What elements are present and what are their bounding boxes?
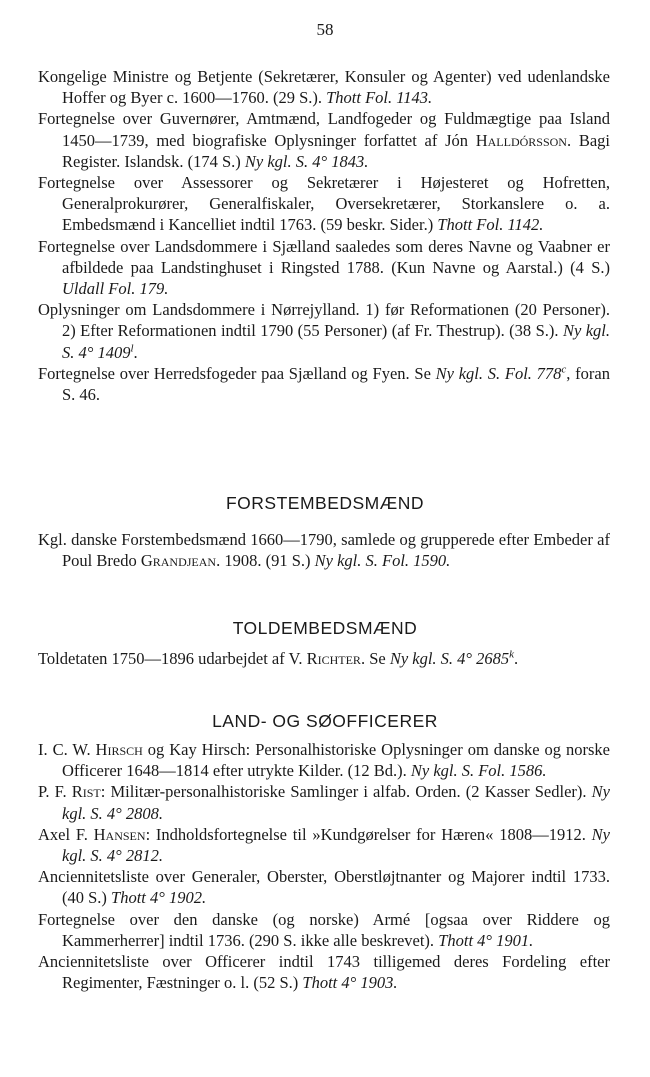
author-name: Halldórsson (475, 130, 567, 150)
entry (38, 866, 610, 908)
entry-text: P. F. (38, 782, 72, 802)
entry (38, 66, 610, 108)
shelfmark: Thott 4° 1902. (111, 888, 207, 908)
entry-text: : Indholdsfortegnelse til »Kundgørelser for Hæren« 1808—1912. (145, 824, 592, 844)
entry-text: . Se (360, 649, 390, 668)
entry (38, 824, 610, 866)
shelfmark: Ny kgl. S. 4° 1409 (62, 321, 610, 362)
section-heading-toldembedsmaend: TOLDEMBEDSMÆND (232, 618, 418, 638)
section-officials (38, 66, 610, 405)
section-forstembedsmaend (38, 529, 610, 571)
entry (38, 236, 610, 300)
shelfmark: Ny kgl. S. Fol. 778 (435, 363, 562, 383)
author-name: Richter (306, 649, 361, 668)
entry-text: Fortegnelse over Guvernører, Amtmænd, Landfogeder og Fuldmægtige paa Island 1450—1739, med biografiske Oplysninger forfattet af Jón (38, 109, 610, 150)
shelfmark: Ny kgl. S. 4° 2685 (389, 649, 510, 668)
entry-text: Fortegnelse over den danske (og norske) Armé [ogsaa over Riddere og Kammerherrer] indtil 1736. (290 S. ikke alle beskrevet). (38, 909, 610, 950)
entry (38, 781, 610, 823)
entry-text: og Kay Hirsch: Personalhistoriske Oplysninger om danske og norske Officerer 1648—1814 efter utrykte Kilder. (12 Bd.). (62, 740, 610, 781)
entry-text: . (514, 649, 519, 668)
shelfmark: Thott 4° 1901. (438, 930, 534, 950)
entry (38, 951, 610, 993)
section-heading-forstembedsmaend: FORSTEMBEDSMÆND (225, 493, 425, 513)
shelfmark: Thott Fol. 1142. (437, 215, 544, 235)
entry-text: Anciennitetsliste over Officerer indtil 1743 tilligemed deres Fordeling efter Regimenter, Fæstninger o. l. (52 S.) (38, 952, 610, 993)
author-name: Hansen (93, 824, 146, 844)
entry-text: . (133, 342, 138, 362)
entry (38, 529, 610, 571)
entry-text: , foran S. 46. (62, 363, 610, 405)
shelfmark: Ny kgl. S. Fol. 1590. (314, 551, 451, 571)
entry (38, 909, 610, 951)
shelfmark: Ny kgl. S. 4° 1843. (244, 151, 369, 171)
entry (38, 172, 610, 236)
entry-text: I. C. W. (38, 740, 96, 759)
section-toldembedsmaend (38, 648, 610, 669)
entry-text: Oplysninger om Landsdommere i Nørrejylland. 1) før Reformationen (20 Personer). 2) Efter Reformationen indtil 1790 (55 Personer) (af Fr. Thestrup). (38 S.). (38, 300, 610, 341)
shelfmark: Ny kgl. S. Fol. 1586. (410, 761, 547, 781)
entry-text: Toldetaten 1750—1896 udarbejdet af V. (38, 649, 307, 668)
superscript: l (130, 342, 134, 355)
section-heading-land-og-soofficerer: LAND- OG SØOFFICERER (212, 711, 438, 731)
entry-text: . Bagi Register. Islandsk. (174 S.) (62, 130, 610, 171)
entry (38, 299, 610, 363)
entry (38, 363, 610, 405)
shelfmark: Thott 4° 1903. (302, 973, 398, 993)
entry (38, 648, 610, 669)
entry-text: Axel F. (38, 824, 94, 844)
entry (38, 108, 610, 172)
entry-text: Fortegnelse over Assessorer og Sekretærer i Højesteret og Hofretten, Generalprokurører, Generalfiskaler, Oversekretærer, Storkanslere o. a. Embedsmænd i Kancelliet indtil 1763. (59 beskr. Sider.) (38, 173, 610, 235)
entry (38, 739, 610, 781)
shelfmark: Ny kgl. S. 4° 2812. (62, 824, 610, 866)
entry-text: . 1908. (91 S.) (216, 551, 315, 571)
shelfmark: Ny kgl. S. 4° 2808. (62, 782, 610, 823)
entry-text: Fortegnelse over Herredsfogeder paa Sjælland og Fyen. Se (38, 363, 436, 383)
shelfmark: Uldall Fol. 179. (62, 279, 169, 299)
entry-text: Kongelige Ministre og Betjente (Sekretærer, Konsuler og Agenter) ved udenlandske Hoffer og Byer c. 1600—1760. (29 S.). (38, 67, 610, 108)
author-name: Rist (71, 782, 101, 802)
superscript: c (561, 363, 567, 376)
entry-text: Anciennitetsliste over Generaler, Oberster, Oberstløjtnanter og Majorer indtil 1733. (40 S.) (38, 867, 610, 908)
entry-text: : Militær-personalhistoriske Samlinger i alfab. Orden. (2 Kasser Sedler). (100, 782, 592, 802)
page-number: 58 (316, 20, 334, 39)
superscript: k (509, 648, 515, 661)
author-name: Grandjean (140, 551, 217, 571)
entry-text: Fortegnelse over Landsdommere i Sjælland saaledes som deres Navne og Vaabner er afbildede paa Landstinghuset i Ringsted 1788. (Kun Navne og Aarstal.) (4 S.) (38, 236, 610, 277)
entry-text: Kgl. danske Forstembedsmænd 1660—1790, samlede og grupperede efter Embeder af Poul Bredo (38, 530, 610, 571)
section-land-og-soofficerer (38, 739, 610, 993)
shelfmark: Thott Fol. 1143. (326, 88, 433, 108)
author-name: Hirsch (95, 740, 143, 759)
